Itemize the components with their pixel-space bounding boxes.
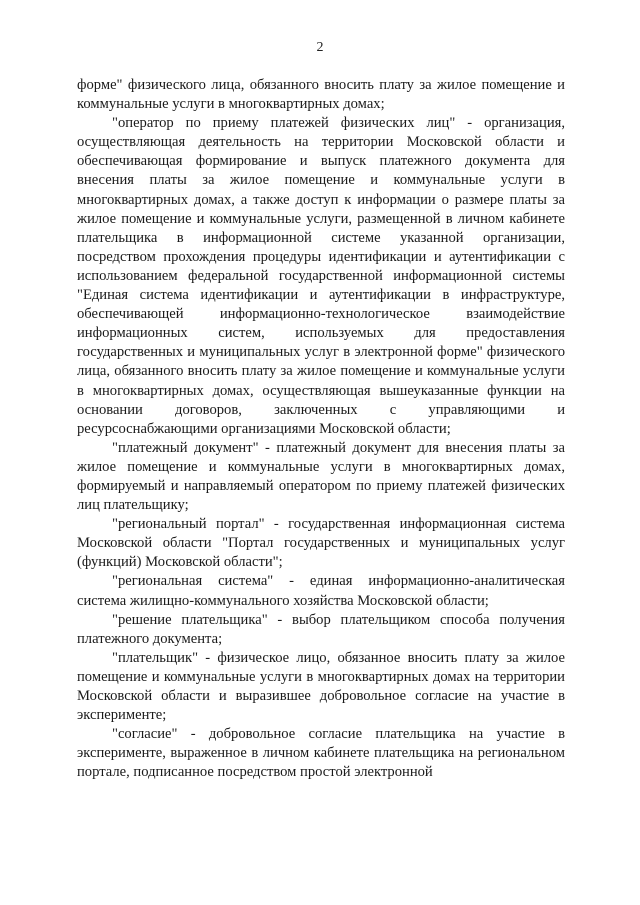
paragraph-payment-operator-definition: "оператор по приему платежей физических лиц" - организация, осуществляющая деятельность на территории Московской области и обеспечивающая формирование и выпуск платежного документа для внесения платы за жилое помещение и коммунальные услуги в многоквартирных домах, а также доступ к информации о размере платы за жилое помещение и коммунальные услуги, размещенной в личном кабинете плательщика в информационной системе указанной организации, посредством прохождения процедуры идентификации и аутентификации с использованием федеральной государственной информационной системы "Единая система идентификации и аутентификации в инфраструктуре, обеспечивающей информационно-технологическое взаимодействие информационных систем, используемых для предоставления государственных и муниципальных услуг в электронной форме" физического лица, обязанного вносить плату за жилое помещение и коммунальные услуги в многоквартирных домах, осуществляющая вышеуказанные функции на основании договоров, заключенных с управляющими и ресурсоснабжающими организациями Московской области;: [77, 115, 565, 437]
document-body: [77, 76, 565, 782]
paragraph-regional-system-definition: "региональная система" - единая информационно-аналитическая система жилищно-коммунального хозяйства Московской области;: [77, 573, 565, 609]
paragraph-regional-portal-definition: "региональный портал" - государственная информационная система Московской области "Портал государственных и муниципальных услуг (функций) Московской области";: [77, 516, 565, 571]
paragraph-continuation: форме" физического лица, обязанного вносить плату за жилое помещение и коммунальные услуги в многоквартирных домах;: [77, 77, 565, 113]
paragraph-payer-definition: "плательщик" - физическое лицо, обязанное вносить плату за жилое помещение и коммунальные услуги в многоквартирных домах на территории Московской области и выразившее добровольное согласие на участие в эксперименте;: [77, 649, 565, 724]
page-number: 2: [316, 40, 324, 55]
paragraph-payment-document-definition: "платежный документ" - платежный документ для внесения платы за жилое помещение и коммунальные услуги в многоквартирных домах, формируемый и направляемый оператором по приему платежей физических лиц плательщику;: [77, 439, 565, 514]
paragraph-payer-decision-definition: "решение плательщика" - выбор плательщиком способа получения платежного документа;: [77, 611, 565, 647]
paragraph-consent-definition: "согласие" - добровольное согласие плательщика на участие в эксперименте, выраженное в личном кабинете плательщика на региональном портале, подписанное посредством простой электронной: [77, 726, 565, 781]
